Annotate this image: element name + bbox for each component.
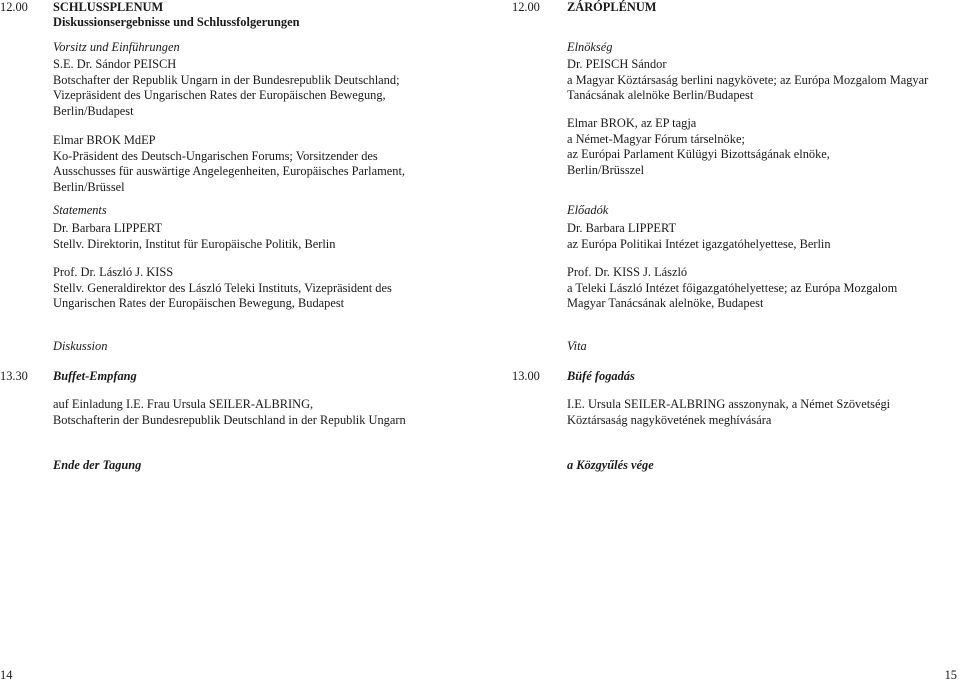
left-speaker-1-name: Dr. Barbara LIPPERT bbox=[53, 221, 163, 235]
right-chair-1-role: a Magyar Köztársaság berlini nagykövete; az Európa Mozgalom Magyar bbox=[567, 72, 929, 87]
left-speaker-2-role: Ungarischen Rates der Europäischen Bewegung, Budapest bbox=[53, 296, 345, 311]
right-end-of-conference: a Közgyűlés vége bbox=[567, 458, 654, 472]
left-chair-2-role: Ausschusses für auswärtige Angelegenheiten, Europäisches Parlament, bbox=[53, 164, 406, 179]
left-time-1330: 13.30 bbox=[0, 369, 28, 383]
right-speaker-2-role: a Teleki László Intézet főigazgatóhelyettese; az Európa Mozgalom bbox=[567, 280, 898, 295]
left-buffet-title: Buffet-Empfang bbox=[53, 369, 137, 383]
left-chair-2 bbox=[53, 133, 405, 195]
left-chair-1 bbox=[53, 57, 400, 119]
left-page-number: 14 bbox=[0, 668, 13, 682]
left-session-title: SCHLUSSPLENUM bbox=[53, 0, 164, 14]
right-time-1200: 12.00 bbox=[512, 0, 540, 14]
left-invitation-line: Botschafterin der Bundesrepublik Deutschland in der Republik Ungarn bbox=[53, 412, 406, 427]
left-time-1200: 12.00 bbox=[0, 0, 28, 14]
right-chair-2-role: az Európai Parlament Külügyi Bizottságának elnöke, bbox=[567, 147, 830, 162]
right-chair-2-role: a Német-Magyar Fórum társelnöke; bbox=[567, 131, 745, 146]
right-speaker-1-role: az Európa Politikai Intézet igazgatóhelyettese, Berlin bbox=[567, 236, 831, 251]
left-statements-heading: Statements bbox=[53, 203, 107, 217]
right-session-title: ZÁRÓPLÉNUM bbox=[567, 0, 657, 14]
right-invitation-line: Köztársaság nagykövetének meghívására bbox=[567, 412, 772, 427]
left-speaker-1 bbox=[53, 221, 335, 252]
left-invitation-line: auf Einladung I.E. Frau Ursula SEILER-ALBRING, bbox=[53, 397, 314, 411]
right-chair-2-role: Berlin/Brüsszel bbox=[567, 162, 645, 177]
right-chair-1-name: Dr. PEISCH Sándor bbox=[567, 57, 667, 71]
left-session-subtitle: Diskussionsergebnisse und Schlussfolgerungen bbox=[53, 15, 300, 29]
left-speaker-2 bbox=[53, 265, 392, 312]
right-speaker-2-name: Prof. Dr. KISS J. László bbox=[567, 265, 688, 279]
left-speaker-2-name: Prof. Dr. László J. KISS bbox=[53, 265, 174, 279]
right-chair-2 bbox=[567, 116, 830, 178]
left-chair-2-role: Berlin/Brüssel bbox=[53, 179, 125, 194]
right-speaker-2 bbox=[567, 265, 897, 312]
right-buffet-title: Büfé fogadás bbox=[567, 369, 635, 383]
left-speaker-1-role: Stellv. Direktorin, Institut für Europäische Politik, Berlin bbox=[53, 236, 336, 251]
left-chair-1-name: S.E. Dr. Sándor PEISCH bbox=[53, 57, 177, 71]
left-speaker-2-role: Stellv. Generaldirektor des László Teleki Instituts, Vizepräsident des bbox=[53, 280, 392, 295]
left-chair-1-role: Berlin/Budapest bbox=[53, 103, 134, 118]
left-chair-1-role: Botschafter der Republik Ungarn in der Bundesrepublik Deutschland; bbox=[53, 72, 400, 87]
right-invitation bbox=[567, 397, 890, 428]
left-discussion: Diskussion bbox=[53, 339, 108, 353]
right-invitation-line: I.E. Ursula SEILER-ALBRING asszonynak, a Német Szövetségi bbox=[567, 397, 891, 411]
right-speaker-1 bbox=[567, 221, 831, 252]
right-time-1300: 13.00 bbox=[512, 369, 540, 383]
right-speaker-2-role: Magyar Tanácsának alelnöke, Budapest bbox=[567, 296, 764, 311]
left-chair-heading: Vorsitz und Einführungen bbox=[53, 40, 180, 54]
left-chair-2-name: Elmar BROK MdEP bbox=[53, 133, 156, 147]
right-discussion: Vita bbox=[567, 339, 587, 353]
right-statements-heading: Előadók bbox=[567, 203, 609, 217]
right-chair-1-role: Tanácsának alelnöke Berlin/Budapest bbox=[567, 88, 754, 103]
right-chair-1 bbox=[567, 57, 928, 104]
left-chair-2-role: Ko-Präsident des Deutsch-Ungarischen Forums; Vorsitzender des bbox=[53, 148, 378, 163]
left-invitation bbox=[53, 397, 406, 428]
right-page-number: 15 bbox=[944, 668, 957, 682]
right-chair-heading: Elnökség bbox=[567, 40, 613, 54]
right-chair-2-name: Elmar BROK, az EP tagja bbox=[567, 116, 697, 130]
right-speaker-1-name: Dr. Barbara LIPPERT bbox=[567, 221, 677, 235]
left-chair-1-role: Vizepräsident des Ungarischen Rates der Europäischen Bewegung, bbox=[53, 88, 386, 103]
left-end-of-conference: Ende der Tagung bbox=[53, 458, 142, 472]
